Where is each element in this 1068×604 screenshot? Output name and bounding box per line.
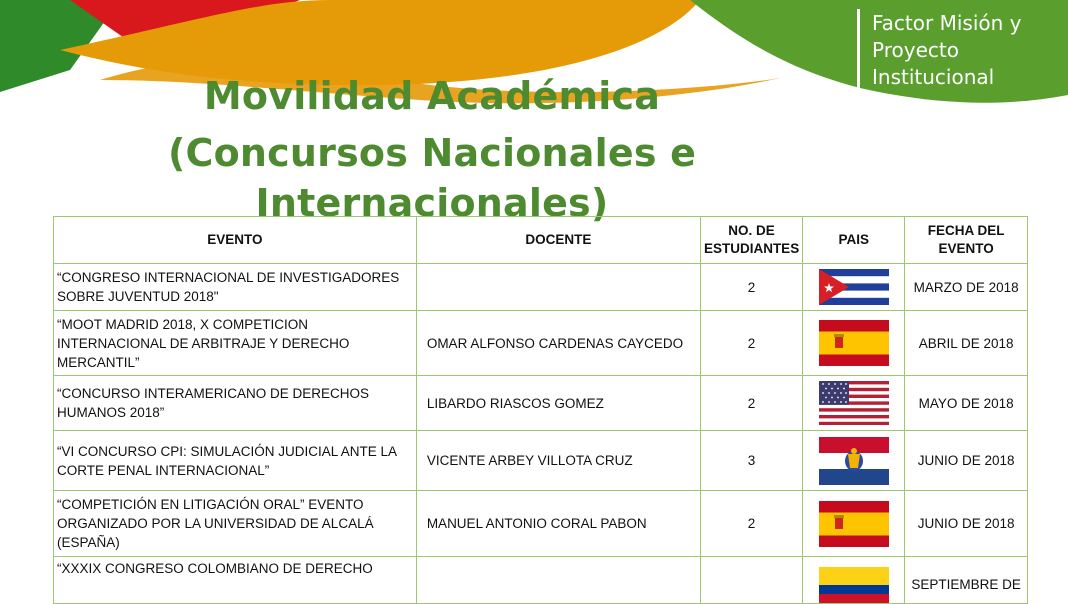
spain-flag-icon	[819, 501, 889, 547]
cell-evento: “XXXIX CONGRESO COLOMBIANO DE DERECHO	[54, 557, 417, 604]
netherlands-flag-icon	[819, 437, 889, 485]
cell-pais	[803, 376, 905, 431]
events-table	[53, 216, 1028, 604]
cell-pais	[803, 557, 905, 604]
brand-line2: Proyecto	[872, 38, 959, 62]
col-header-docente: DOCENTE	[416, 217, 700, 264]
cell-fecha: SEPTIEMBRE DE	[905, 557, 1028, 604]
table-row	[54, 431, 1028, 491]
cell-docente: OMAR ALFONSO CARDENAS CAYCEDO	[416, 311, 700, 376]
page-title-line1: Movilidad Académica	[203, 74, 661, 118]
cell-pais	[803, 491, 905, 557]
cell-evento: “CONGRESO INTERNACIONAL DE INVESTIGADORES SOBRE JUVENTUD 2018"	[54, 264, 417, 311]
cell-fecha: JUNIO DE 2018	[905, 491, 1028, 557]
table-row	[54, 557, 1028, 604]
table-row	[54, 311, 1028, 376]
col-header-pais: PAIS	[803, 217, 905, 264]
cell-estudiantes	[700, 557, 802, 604]
col-header-evento: EVENTO	[54, 217, 417, 264]
cell-evento: “CONCURSO INTERAMERICANO DE DERECHOS HUMANOS 2018”	[54, 376, 417, 431]
cell-docente: LIBARDO RIASCOS GOMEZ	[416, 376, 700, 431]
cell-pais	[803, 311, 905, 376]
table-row	[54, 491, 1028, 557]
cell-fecha: ABRIL DE 2018	[905, 311, 1028, 376]
table-header-row	[54, 217, 1028, 264]
cell-docente: MANUEL ANTONIO CORAL PABON	[416, 491, 700, 557]
brand-line3: Institucional	[872, 65, 995, 89]
cell-evento: “VI CONCURSO CPI: SIMULACIÓN JUDICIAL ANTE LA CORTE PENAL INTERNACIONAL”	[54, 431, 417, 491]
cell-fecha: JUNIO DE 2018	[905, 431, 1028, 491]
brand-text	[872, 10, 1022, 91]
brand-block	[857, 6, 1067, 98]
cell-estudiantes: 2	[700, 376, 802, 431]
table-row	[54, 264, 1028, 311]
cell-estudiantes: 3	[700, 431, 802, 491]
cell-estudiantes: 2	[700, 491, 802, 557]
page-title-line2: (Concursos Nacionales e Internacionales)	[167, 131, 697, 225]
cell-evento: “MOOT MADRID 2018, X COMPETICION INTERNACIONAL DE ARBITRAJE Y DERECHO MERCANTIL”	[54, 311, 417, 376]
col-header-fecha: FECHA DEL EVENTO	[905, 217, 1028, 264]
cell-evento: “COMPETICIÓN EN LITIGACIÓN ORAL” EVENTO ORGANIZADO POR LA UNIVERSIDAD DE ALCALÁ (ESPAÑA)	[54, 491, 417, 557]
colombia-flag-icon	[819, 567, 889, 603]
usa-flag-icon	[819, 381, 889, 425]
cuba-flag-icon	[819, 269, 889, 305]
brand-word-factor: Factor	[872, 11, 934, 35]
cell-pais	[803, 431, 905, 491]
spain-flag-icon	[819, 320, 889, 366]
cell-docente	[416, 557, 700, 604]
col-header-estudiantes: NO. DE ESTUDIANTES	[700, 217, 802, 264]
cell-fecha: MAYO DE 2018	[905, 376, 1028, 431]
cell-pais	[803, 264, 905, 311]
brand-divider	[857, 9, 860, 91]
cell-docente	[416, 264, 700, 311]
cell-fecha: MARZO DE 2018	[905, 264, 1028, 311]
cell-docente: VICENTE ARBEY VILLOTA CRUZ	[416, 431, 700, 491]
cell-estudiantes: 2	[700, 264, 802, 311]
brand-word-mision: Misión y	[939, 11, 1022, 35]
cell-estudiantes: 2	[700, 311, 802, 376]
table-row	[54, 376, 1028, 431]
